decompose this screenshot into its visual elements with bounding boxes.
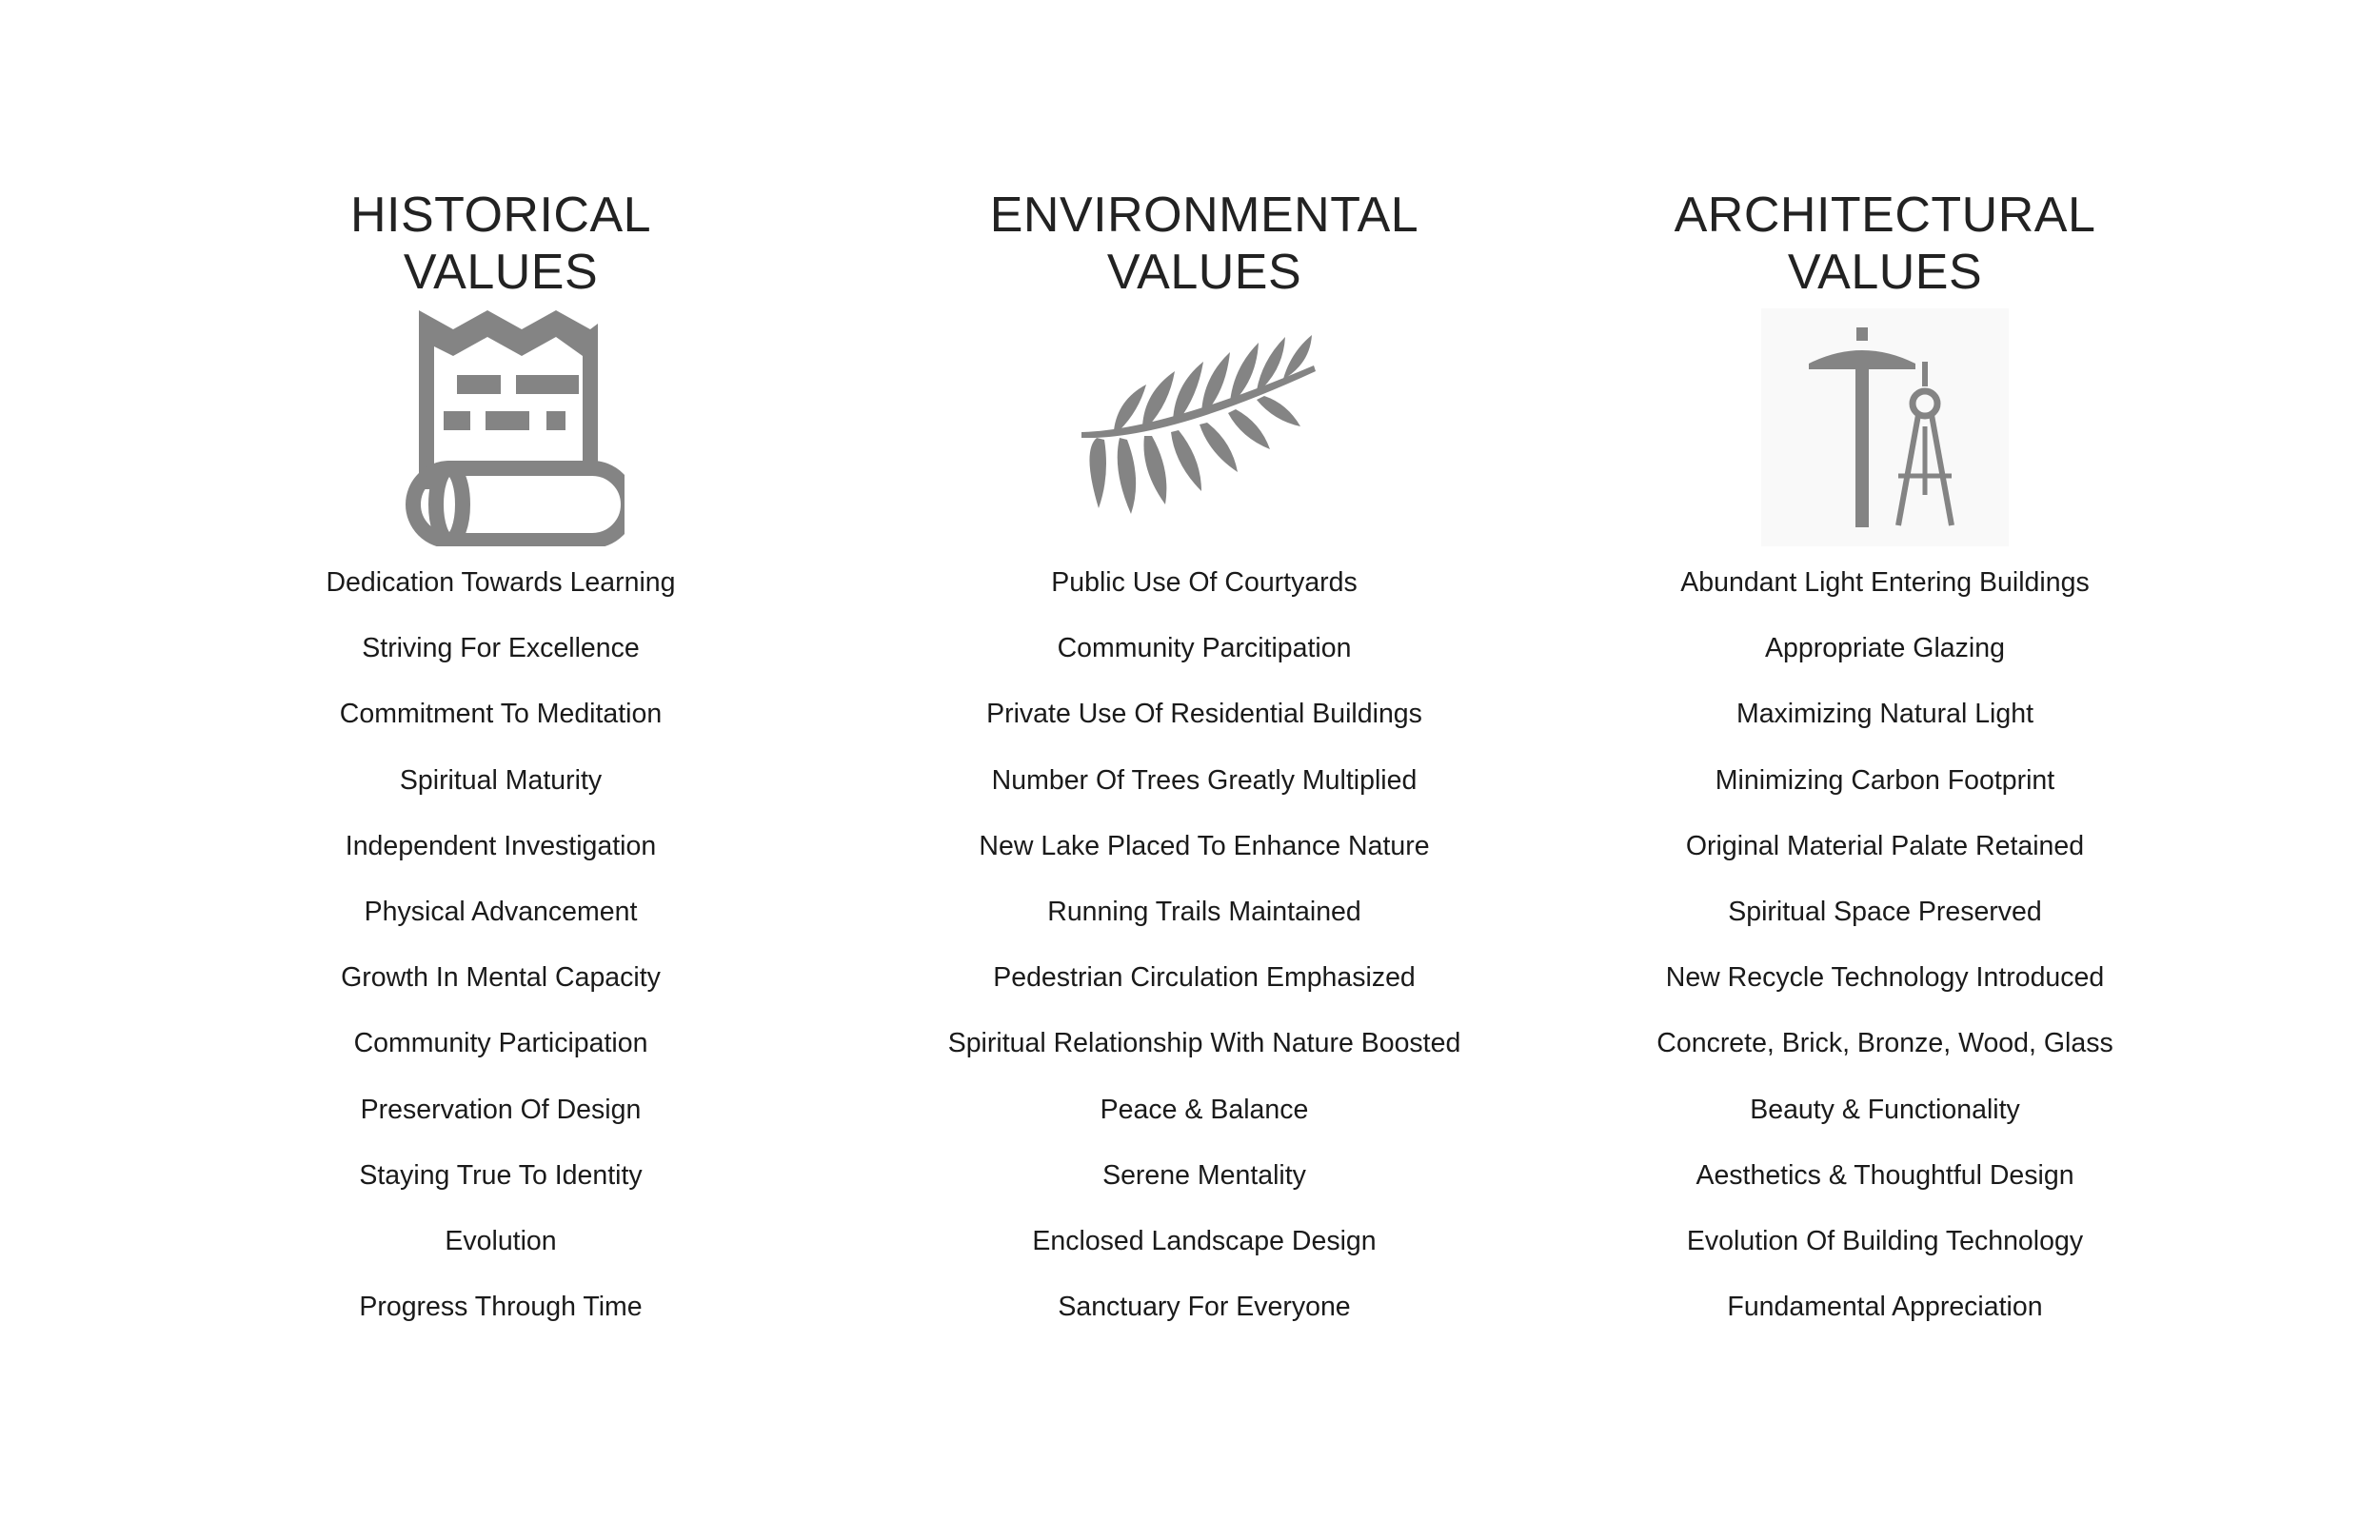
list-item: Spiritual Space Preserved	[1728, 896, 2042, 927]
list-item: Enclosed Landscape Design	[1032, 1225, 1377, 1256]
list-item: Sanctuary For Everyone	[1058, 1292, 1351, 1323]
list-item: Striving For Excellence	[362, 633, 640, 664]
architectural-values-list	[1552, 563, 2218, 1353]
title-line: VALUES	[1106, 245, 1302, 300]
list-item: Appropriate Glazing	[1765, 633, 2005, 664]
list-item: Growth In Mental Capacity	[341, 962, 661, 994]
list-item: Progress Through Time	[359, 1292, 643, 1323]
list-item: Concrete, Brick, Bronze, Wood, Glass	[1656, 1028, 2113, 1059]
t-square-compass-icon	[1761, 308, 2009, 546]
list-item: Physical Advancement	[364, 896, 638, 927]
environmental-values-list	[871, 563, 1537, 1353]
list-item: Commitment To Meditation	[339, 699, 663, 730]
list-item: Abundant Light Entering Buildings	[1680, 567, 2090, 598]
list-item: Beauty & Functionality	[1750, 1094, 2020, 1125]
historical-values-list	[168, 563, 834, 1353]
list-item: Original Material Palate Retained	[1685, 830, 2085, 861]
list-item: Aesthetics & Thoughtful Design	[1696, 1159, 2074, 1191]
column-title	[168, 187, 834, 301]
list-item: Pedestrian Circulation Emphasized	[993, 962, 1416, 994]
list-item: Maximizing Natural Light	[1735, 699, 2034, 730]
title-line: ENVIRONMENTAL	[989, 188, 1419, 243]
scroll-icon	[377, 308, 625, 546]
list-item: Evolution	[445, 1225, 557, 1256]
list-item: Spiritual Maturity	[399, 764, 603, 796]
column-title	[1552, 187, 2218, 301]
list-item: Number Of Trees Greatly Multiplied	[991, 764, 1418, 796]
historical-values-column	[168, 187, 834, 1323]
title-line: HISTORICAL	[349, 188, 652, 243]
list-item: New Recycle Technology Introduced	[1665, 962, 2105, 994]
list-item: Staying True To Identity	[359, 1159, 643, 1191]
environmental-values-column	[871, 187, 1537, 1323]
architectural-values-column	[1552, 187, 2218, 1323]
title-line: VALUES	[403, 245, 599, 300]
list-item: Fundamental Appreciation	[1727, 1292, 2043, 1323]
list-item: Preservation Of Design	[360, 1094, 642, 1125]
list-item: Peace & Balance	[1100, 1094, 1309, 1125]
title-line: ARCHITECTURAL	[1674, 188, 2096, 243]
list-item: Independent Investigation	[345, 830, 657, 861]
list-item: Running Trails Maintained	[1047, 896, 1361, 927]
list-item: Dedication Towards Learning	[326, 567, 676, 598]
list-item: Minimizing Carbon Footprint	[1715, 764, 2055, 796]
list-item: Public Use Of Courtyards	[1051, 567, 1358, 598]
list-item: Community Parcitipation	[1057, 633, 1352, 664]
title-line: VALUES	[1787, 245, 1983, 300]
list-item: Spiritual Relationship With Nature Boosted	[947, 1028, 1461, 1059]
list-item: Community Participation	[353, 1028, 648, 1059]
fern-leaf-icon	[1076, 308, 1323, 546]
list-item: Private Use Of Residential Buildings	[986, 699, 1422, 730]
list-item: Evolution Of Building Technology	[1686, 1225, 2084, 1256]
list-item: New Lake Placed To Enhance Nature	[979, 830, 1430, 861]
column-title	[871, 187, 1537, 301]
list-item: Serene Mentality	[1102, 1159, 1306, 1191]
